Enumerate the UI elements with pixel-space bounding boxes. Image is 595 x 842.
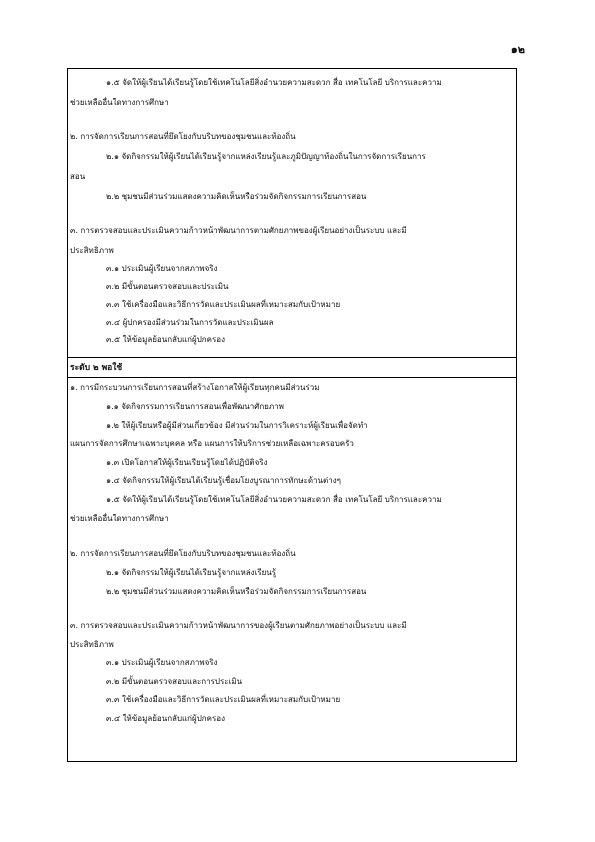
item-2-2: ๒.๒ ชุมชนมีส่วนร่วมแสดงความคิดเห็นหรือร่วมจัดกิจกรรมการเรียนการสอน — [106, 192, 367, 201]
b-item-3-heading: ๓. การตรวจสอบและประเมินความก้าวหน้าพัฒนาการของผู้เรียนตามศักยภาพอย่างเป็นระบบ และมี — [70, 621, 407, 630]
b-item-2-heading: ๒. การจัดการเรียนการสอนที่ยึดโยงกับบริบทของชุมชนและท้องถิ่น — [70, 549, 296, 558]
item-1-5: ๑.๕ จัดให้ผู้เรียนได้เรียนรู้โดยใช้เทคโนโลยีสิ่งอำนวยความสะดวก สื่อ เทคโนโลยี บริการและความ — [106, 78, 442, 87]
b-item-1-heading: ๑. การมีกระบวนการเรียนการสอนที่สร้างโอกาสให้ผู้เรียนทุกคนมีส่วนร่วม — [70, 383, 320, 392]
item-3-4: ๓.๔ ผู้ปกครองมีส่วนร่วมในการวัดและประเมินผล — [106, 318, 274, 327]
item-2-heading: ๒. การจัดการเรียนการสอนที่ยึดโยงกับบริบทของชุมชนและท้องถิ่น — [70, 132, 296, 141]
b-item-1-5-cont: ช่วยเหลืออื่นใดทางการศึกษา — [70, 514, 169, 523]
page-number: ๑๒ — [510, 43, 525, 56]
b-item-1-3: ๑.๓ เปิดโอกาสให้ผู้เรียนเรียนรู้โดยได้ปฏิบัติจริง — [106, 458, 268, 467]
item-2-1: ๒.๑ จัดกิจกรรมให้ผู้เรียนได้เรียนรู้จากแหล่งเรียนรู้และภูมิปัญญาท้องถิ่นในการจัดการเรียนการ — [106, 152, 426, 161]
b-item-3-heading-cont: ประสิทธิภาพ — [70, 640, 114, 649]
b-item-3-2: ๓.๒ มีขั้นตอนตรวจสอบและการประเมิน — [106, 677, 243, 686]
item-1-5-cont: ช่วยเหลืออื่นใดทางการศึกษา — [70, 98, 169, 107]
b-item-3-3: ๓.๓ ใช้เครื่องมือและวิธีการวัดและประเมินผลที่เหมาะสมกับเป้าหมาย — [106, 695, 341, 704]
item-2-1-cont: สอน — [70, 172, 86, 181]
b-item-1-4: ๑.๔ จัดกิจกรรมให้ผู้เรียนได้เรียนรู้เชื่อมโยงบูรณาการทักษะด้านต่างๆ — [106, 476, 341, 485]
item-3-1: ๓.๑ ประเมินผู้เรียนจากสภาพจริง — [106, 264, 218, 273]
b-item-2-1: ๒.๑ จัดกิจกรรมให้ผู้เรียนได้เรียนรู้จากแหล่งเรียนรู้ — [106, 568, 277, 577]
item-3-heading-cont: ประสิทธิภาพ — [70, 246, 114, 255]
item-3-2: ๓.๒ มีขั้นตอนตรวจสอบและประเมิน — [106, 282, 229, 291]
criteria-table — [67, 68, 517, 762]
b-item-3-4: ๓.๔ ให้ข้อมูลย้อนกลับแก่ผู้ปกครอง — [106, 714, 225, 723]
item-3-heading: ๓. การตรวจสอบและประเมินความก้าวหน้าพัฒนาการตามศักยภาพของผู้เรียนอย่างเป็นระบบ และมี — [70, 226, 407, 235]
item-3-3: ๓.๓ ใช้เครื่องมือและวิธีการวัดและประเมินผลที่เหมาะสมกับเป้าหมาย — [106, 300, 341, 309]
b-item-1-1: ๑.๑ จัดกิจกรรมการเรียนการสอนเพื่อพัฒนาศักยภาพ — [106, 402, 284, 411]
b-item-1-5: ๑.๕ จัดให้ผู้เรียนได้เรียนรู้โดยใช้เทคโนโลยีสิ่งอำนวยความสะดวก สื่อ เทคโนโลยี บริการและความ — [106, 495, 442, 504]
level-2-title: ระดับ ๒ พอใช้ — [70, 363, 123, 373]
item-3-5: ๓.๕ ให้ข้อมูลย้อนกลับแก่ผู้ปกครอง — [106, 335, 225, 344]
b-item-2-2: ๒.๒ ชุมชนมีส่วนร่วมแสดงความคิดเห็นหรือร่วมจัดกิจกรรมการเรียนการสอน — [106, 587, 367, 596]
b-item-3-1: ๓.๑ ประเมินผู้เรียนจากสภาพจริง — [106, 658, 218, 667]
b-item-1-2: ๑.๒ ให้ผู้เรียนหรือผู้มีส่วนเกี่ยวข้อง มีส่วนร่วมในการวิเคราะห์ผู้เรียนเพื่อจัดทำ — [106, 421, 368, 430]
section-level-3-continued — [68, 69, 516, 358]
b-item-1-2-cont: แผนการจัดการศึกษาเฉพาะบุคคล หรือ แผนการให้บริการช่วยเหลือเฉพาะครอบครัว — [70, 439, 354, 448]
level-2-header-row — [68, 358, 516, 378]
